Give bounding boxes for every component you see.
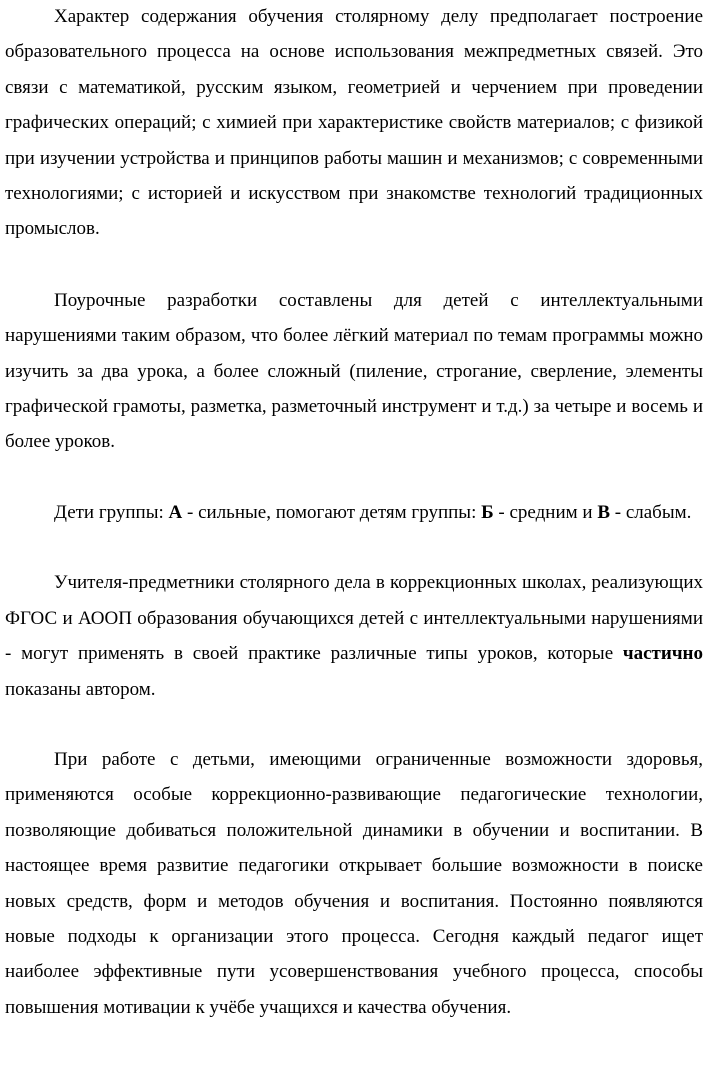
paragraph-correctional-technologies: При работе с детьми, имеющими ограниченные возможности здоровья, применяются особые коррекционно-развивающие педагогические технологии, позволяющие добиваться положительной динамики в обучении и воспитании. В настоящее время развитие педагогики открывает большие возможности в поиске новых средств, форм и методов обучения и воспитания. Постоянно появляются новые подходы к организации этого процесса. Сегодня каждый педагог ищет наиболее эффективные пути усовершенствования учебного процесса, способы повышения мотивации к учёбе учащихся и качества обучения. — [5, 748, 703, 1018]
groups-text-4: - слабым. — [610, 501, 692, 523]
groups-text-1: Дети группы: — [54, 501, 169, 523]
partially-bold-word: частично — [622, 643, 703, 665]
paragraph-lesson-plans: Поурочные разработки составлены для детей с интеллектуальными нарушениями таким образом, что более лёгкий материал по темам программы можно изучить за два урока, а более сложный (пиление, строгание, сверление, элементы графической грамоты, разметка, разметочный инструмент и т.д.) за четыре и восемь и более уроков. — [5, 289, 703, 453]
document-page — [5, 0, 703, 1025]
group-a-label: А — [168, 501, 183, 523]
paragraph-interdisciplinary-links: Характер содержания обучения столярному делу предполагает построение образовательного процесса на основе использования межпредметных связей. Это связи с математикой, русским языком, геометрией и черчением при проведении графических операций; с химией при характеристике свойств материалов; с физикой при изучении устройства и принципов работы машин и механизмов; с современными технологиями; с историей и искусством при знакомстве технологий традиционных промыслов. — [5, 6, 703, 240]
teachers-text-2: показаны автором. — [5, 678, 156, 700]
paragraph-student-groups — [5, 495, 703, 530]
group-v-label: В — [597, 501, 610, 523]
teachers-text-1: Учителя-предметники столярного дела в коррекционных школах, реализующих ФГОС и АООП образования обучающихся детей с интеллектуальными нарушениями - могут применять в своей практике различные типы уроков, которые — [5, 572, 703, 665]
groups-text-3: - средним и — [493, 501, 598, 523]
group-b-label: Б — [481, 501, 494, 523]
groups-text-2: - сильные, помогают детям группы: — [182, 501, 482, 523]
paragraph-teachers — [5, 565, 703, 707]
